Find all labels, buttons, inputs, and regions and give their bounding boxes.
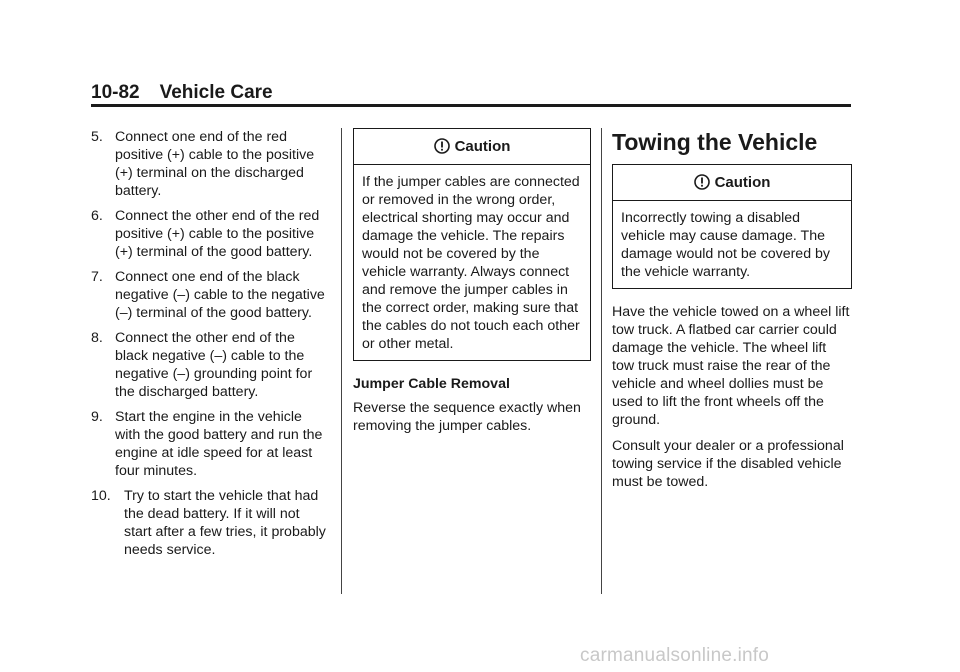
page-header	[91, 82, 273, 104]
step-number: 10.	[91, 488, 111, 504]
list-item	[91, 128, 331, 200]
column-divider-1	[341, 128, 342, 594]
caution-box	[612, 164, 852, 289]
warning-icon	[434, 138, 450, 154]
list-item	[91, 268, 331, 322]
step-text: Try to start the vehicle that had the dead battery. If it will not start after a few tries, it probably needs service.	[124, 488, 326, 558]
steps-list	[91, 128, 331, 559]
column-2	[353, 128, 591, 443]
column-3	[612, 128, 852, 499]
towing-paragraph: Consult your dealer or a professional towing service if the disabled vehicle must be towed.	[612, 438, 844, 490]
caution-text: If the jumper cables are connected or removed in the wrong order, electrical shorting may occur and damage the vehicle. The repairs would not be covered by the vehicle warranty. Always connect and remove the jumper cables in the correct order, making sure that the cables do not touch each other or other metal.	[362, 174, 580, 352]
section-name: Vehicle Care	[159, 82, 273, 103]
page-number: 10-82	[91, 82, 140, 103]
list-item	[91, 487, 331, 559]
column-1	[91, 128, 331, 566]
jumper-removal-text: Reverse the sequence exactly when removing the jumper cables.	[353, 400, 581, 434]
step-number: 6.	[91, 208, 103, 224]
caution-box	[353, 128, 591, 361]
towing-title: Towing the Vehicle	[612, 129, 818, 155]
caution-header	[354, 129, 590, 165]
caution-text: Incorrectly towing a disabled vehicle may cause damage. The damage would not be covered by the vehicle warranty.	[621, 210, 831, 280]
step-number: 9.	[91, 409, 103, 425]
caution-title: Caution	[454, 138, 511, 155]
header-rule	[91, 104, 851, 107]
list-item	[91, 329, 331, 401]
caution-title: Caution	[714, 174, 771, 191]
watermark: carmanualsonline.info	[580, 645, 770, 666]
caution-header	[613, 165, 851, 201]
towing-paragraph: Have the vehicle towed on a wheel lift tow truck. A flatbed car carrier could damage the vehicle. The wheel lift tow truck must raise the rear of the vehicle and wheel dollies must be used to lift the front wheels off the ground.	[612, 304, 850, 428]
step-text: Start the engine in the vehicle with the good battery and run the engine at idle speed for at least four minutes.	[115, 409, 323, 479]
step-number: 5.	[91, 129, 103, 145]
step-text: Connect the other end of the red positive (+) cable to the positive (+) terminal of the good battery.	[115, 208, 320, 260]
step-text: Connect one end of the black negative (–) cable to the negative (–) terminal of the good battery.	[115, 269, 325, 321]
column-divider-2	[601, 128, 602, 594]
list-item	[91, 408, 331, 480]
step-text: Connect the other end of the black negative (–) cable to the negative (–) grounding point for the discharged battery.	[115, 330, 313, 400]
step-text: Connect one end of the red positive (+) cable to the positive (+) terminal on the discharged battery.	[115, 129, 315, 199]
step-number: 7.	[91, 269, 103, 285]
list-item	[91, 207, 331, 261]
jumper-removal-heading: Jumper Cable Removal	[353, 376, 510, 392]
warning-icon	[694, 174, 710, 190]
step-number: 8.	[91, 330, 103, 346]
